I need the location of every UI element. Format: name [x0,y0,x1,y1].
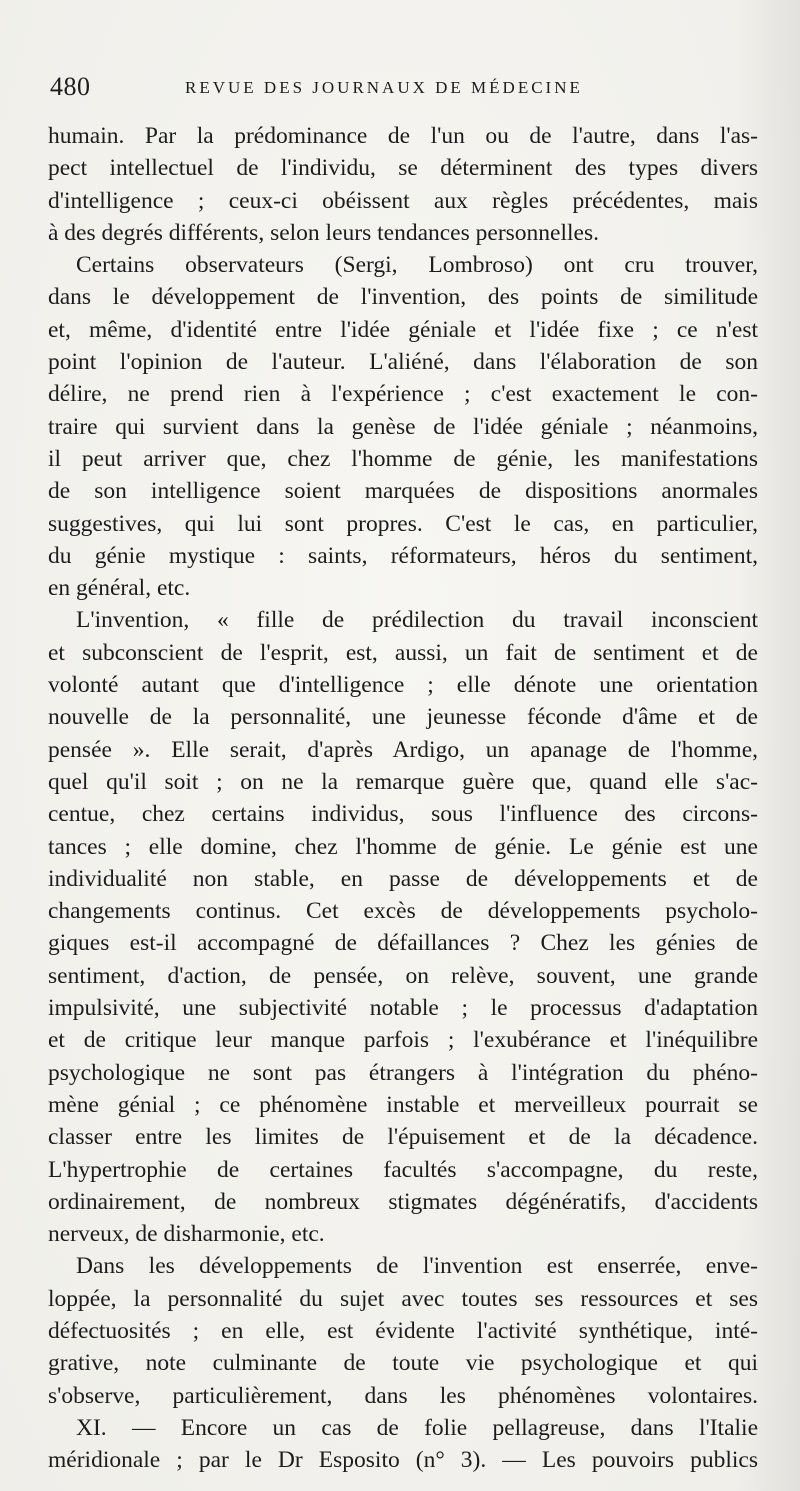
text-line: pect intellectuel de l'individu, se déterminent des types divers [48,155,758,182]
text-line: point l'opinion de l'auteur. L'aliéné, dans l'élaboration de son [48,349,758,376]
text-line: mène génial ; ce phénomène instable et merveilleux pourrait se [48,1091,758,1118]
section-heading-line: XI. — Encore un cas de folie pellagreuse, dans l'Italie [76,1414,758,1441]
text-line: s'observe, particulièrement, dans les phénomènes volontaires. [48,1382,758,1409]
text-line: et subconscient de l'esprit, est, aussi, un fait de sentiment et de [48,639,758,666]
text-line: loppée, la personnalité du sujet avec toutes ses ressources et ses [48,1285,758,1312]
text-line: quel qu'il soit ; on ne la remarque guère que, quand elle s'ac- [48,768,758,795]
text-line: d'intelligence ; ceux-ci obéissent aux règles précédentes, mais [48,187,758,214]
text-line: volonté autant que d'intelligence ; elle dénote une orientation [48,672,758,699]
text-line: en général, etc. [48,575,191,602]
text-line: délire, ne prend rien à l'expérience ; c'est exactement le con- [48,381,758,408]
text-line: giques est-il accompagné de défaillances ? Chez les génies de [48,930,758,957]
text-line: sentiment, d'action, de pensée, on relève, souvent, une grande [48,962,758,989]
text-line: L'invention, « fille de prédilection du travail inconscient [76,607,758,634]
text-line: il peut arriver que, chez l'homme de génie, les manifestations [48,445,758,472]
text-line: dans le développement de l'invention, des points de similitude [48,284,758,311]
text-line: Certains observateurs (Sergi, Lombroso) ont cru trouver, [76,252,758,279]
text-line: pensée ». Elle serait, d'après Ardigo, un apanage de l'homme, [48,736,758,763]
running-head: REVUE DES JOURNAUX DE MÉDECINE [185,78,583,97]
text-line: à des degrés différents, selon leurs tendances personnelles. [48,219,599,246]
text-line: Dans les développements de l'invention est enserrée, enve- [76,1253,758,1280]
text-line: traire qui survient dans la genèse de l'idée géniale ; néanmoins, [48,413,758,440]
text-line: classer entre les limites de l'épuisement et de la décadence. [48,1124,758,1151]
text-line: de son intelligence soient marquées de dispositions anormales [48,478,758,505]
text-line: psychologique ne sont pas étrangers à l'intégration du phéno- [48,1059,758,1086]
text-line: centue, chez certains individus, sous l'influence des circons- [48,801,758,828]
text-line: grative, note culminante de toute vie psychologique et qui [48,1350,758,1377]
text-line: changements continus. Cet excès de développements psycholo- [48,898,758,925]
text-line: méridionale ; par le Dr Esposito (n° 3). — Les pouvoirs publics [48,1447,758,1474]
text-line: nerveux, de disharmonie, etc. [48,1221,325,1248]
body-text [48,120,758,1476]
text-line: nouvelle de la personnalité, une jeunesse féconde d'âme et de [48,704,758,731]
text-line: tances ; elle domine, chez l'homme de génie. Le génie est une [48,833,758,860]
text-line: et de critique leur manque parfois ; l'exubérance et l'inéquilibre [48,1027,758,1054]
text-line: ordinairement, de nombreux stigmates dégénératifs, d'accidents [48,1188,758,1215]
page-header [50,72,760,106]
text-line: humain. Par la prédominance de l'un ou de l'autre, dans l'as- [48,123,758,149]
text-line: du génie mystique : saints, réformateurs, héros du sentiment, [48,542,758,569]
text-line: L'hypertrophie de certaines facultés s'accompagne, du reste, [48,1156,758,1183]
text-line: et, même, d'identité entre l'idée géniale et l'idée fixe ; ce n'est [48,316,758,343]
page-number: 480 [50,72,91,101]
text-line: impulsivité, une subjectivité notable ; le processus d'adaptation [48,995,758,1022]
text-line: défectuosités ; en elle, est évidente l'activité synthétique, inté- [48,1317,758,1344]
text-line: individualité non stable, en passe de développements et de [48,865,758,892]
text-line: suggestives, qui lui sont propres. C'est le cas, en particulier, [48,510,758,537]
